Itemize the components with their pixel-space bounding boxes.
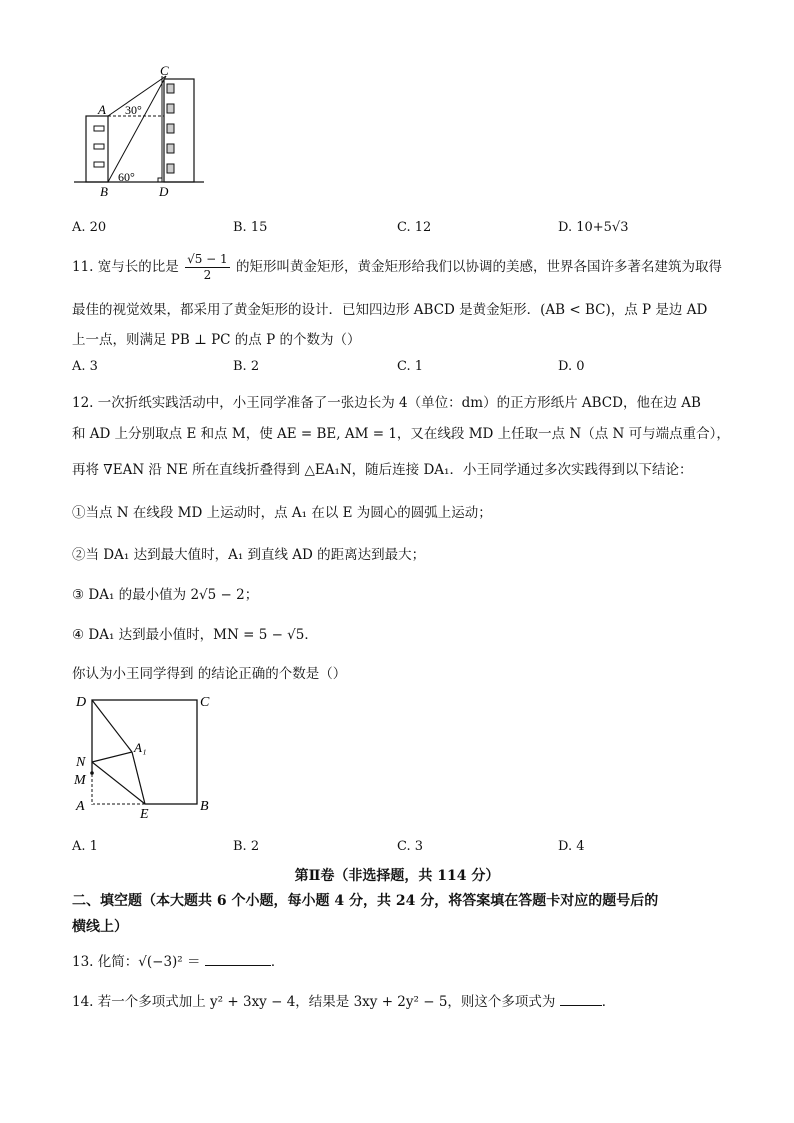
q12-label-a: A [76, 799, 85, 814]
q11-line3: 上一点，则满足 PB ⊥ PC 的点 P 的个数为（） [72, 332, 361, 348]
q11-line1 [72, 252, 722, 283]
q12-line2: 和 AD 上分别取点 E 和点 M，使 AE = BE, AM = 1，又在线段 MD 上任取一点 N（点 N 可与端点重合）， [72, 426, 730, 442]
q13-line: 13. 化简：√(−3)² ＝ ． [72, 954, 285, 970]
q11-frac-num: √5 − 1 [187, 252, 228, 266]
section2-title: 第Ⅱ卷（非选择题，共 114 分） [294, 868, 500, 884]
q10-label-d: D [159, 184, 169, 199]
q10-angle-60: 60° [118, 170, 135, 184]
q13-answer-blank[interactable] [205, 965, 271, 966]
q12-line3: 再将 ∇EAN 沿 NE 所在直线折叠得到 △EA₁N，随后连接 DA₁．小王同学通过多次实践得到以下结论： [72, 462, 693, 478]
q12-label-a1: A₁ [134, 740, 147, 755]
q11-number: 11. [72, 259, 94, 275]
q10-option-a: A. 20 [72, 220, 107, 235]
q10-option-c: C. 12 [397, 220, 432, 235]
q11-line2: 最佳的视觉效果，都采用了黄金矩形的设计．已知四边形 ABCD 是黄金矩形．(AB < BC)，点 P 是边 AD [72, 302, 708, 318]
q11-text-pre: 宽与长的比是 [97, 259, 179, 275]
q12-option-b: B. 2 [233, 839, 260, 854]
q10-label-a: A [98, 102, 106, 117]
q11-fraction [185, 252, 230, 283]
q11-option-c: C. 1 [397, 359, 424, 374]
q10-angle-30: 30° [125, 103, 142, 117]
q11-option-a: A. 3 [72, 359, 98, 374]
q12-label-c: C [200, 695, 210, 710]
q10-option-d: D. 10+5√3 [558, 220, 629, 235]
q12-option-c: C. 3 [397, 839, 424, 854]
q12-line1: 12. 一次折纸实践活动中，小王同学准备了一张边长为 4（单位：dm）的正方形纸片 ABCD，他在边 AB [72, 395, 701, 411]
q12-option-d: D. 4 [558, 839, 585, 854]
q12-label-d: D [76, 695, 87, 710]
q12-ask: 你认为小王同学得到 的结论正确的个数是（） [72, 666, 347, 682]
q11-option-d: D. 0 [558, 359, 585, 374]
q10-label-b: B [100, 184, 108, 199]
q11-frac-den: 2 [203, 268, 212, 282]
q10-building-figure [70, 62, 210, 202]
q12-label-b: B [200, 799, 209, 814]
q12-label-m: M [74, 773, 86, 788]
q14-answer-blank[interactable] [560, 1005, 602, 1006]
q13-text: 13. 化简：√(−3)² ＝ [72, 954, 201, 970]
q12-label-n: N [76, 755, 86, 770]
q10-label-c: C [160, 63, 169, 78]
section2-heading-line1: 二、填空题（本大题共 6 个小题，每小题 4 分，共 24 分，将答案填在答题卡对应的题号后的 [72, 893, 659, 909]
q12-option-a: A. 1 [72, 839, 98, 854]
q11-option-b: B. 2 [233, 359, 260, 374]
q11-text-post: 的矩形叫黄金矩形，黄金矩形给我们以协调的美感，世界各国许多著名建筑为取得 [235, 259, 722, 275]
q12-conclusion-2: ②当 DA₁ 达到最大值时，A₁ 到直线 AD 的距离达到最大； [72, 547, 426, 563]
q12-square-figure [70, 688, 220, 823]
q14-line: 14. 若一个多项式加上 y² + 3xy − 4，结果是 3xy + 2y² − 5，则这个多项式为 ． [72, 994, 616, 1010]
q14-text: 14. 若一个多项式加上 y² + 3xy − 4，结果是 3xy + 2y² − 5，则这个多项式为 [72, 994, 556, 1010]
q12-conclusion-3: ③ DA₁ 的最小值为 2√5 − 2； [72, 587, 259, 603]
section2-heading-line2: 横线上） [72, 919, 128, 935]
q10-option-b: B. 15 [233, 220, 268, 235]
q12-label-e: E [140, 807, 149, 822]
q12-conclusion-4: ④ DA₁ 达到最小值时，MN = 5 − √5． [72, 627, 318, 643]
q12-conclusion-1: ①当点 N 在线段 MD 上运动时，点 A₁ 在以 E 为圆心的圆弧上运动； [72, 505, 492, 521]
